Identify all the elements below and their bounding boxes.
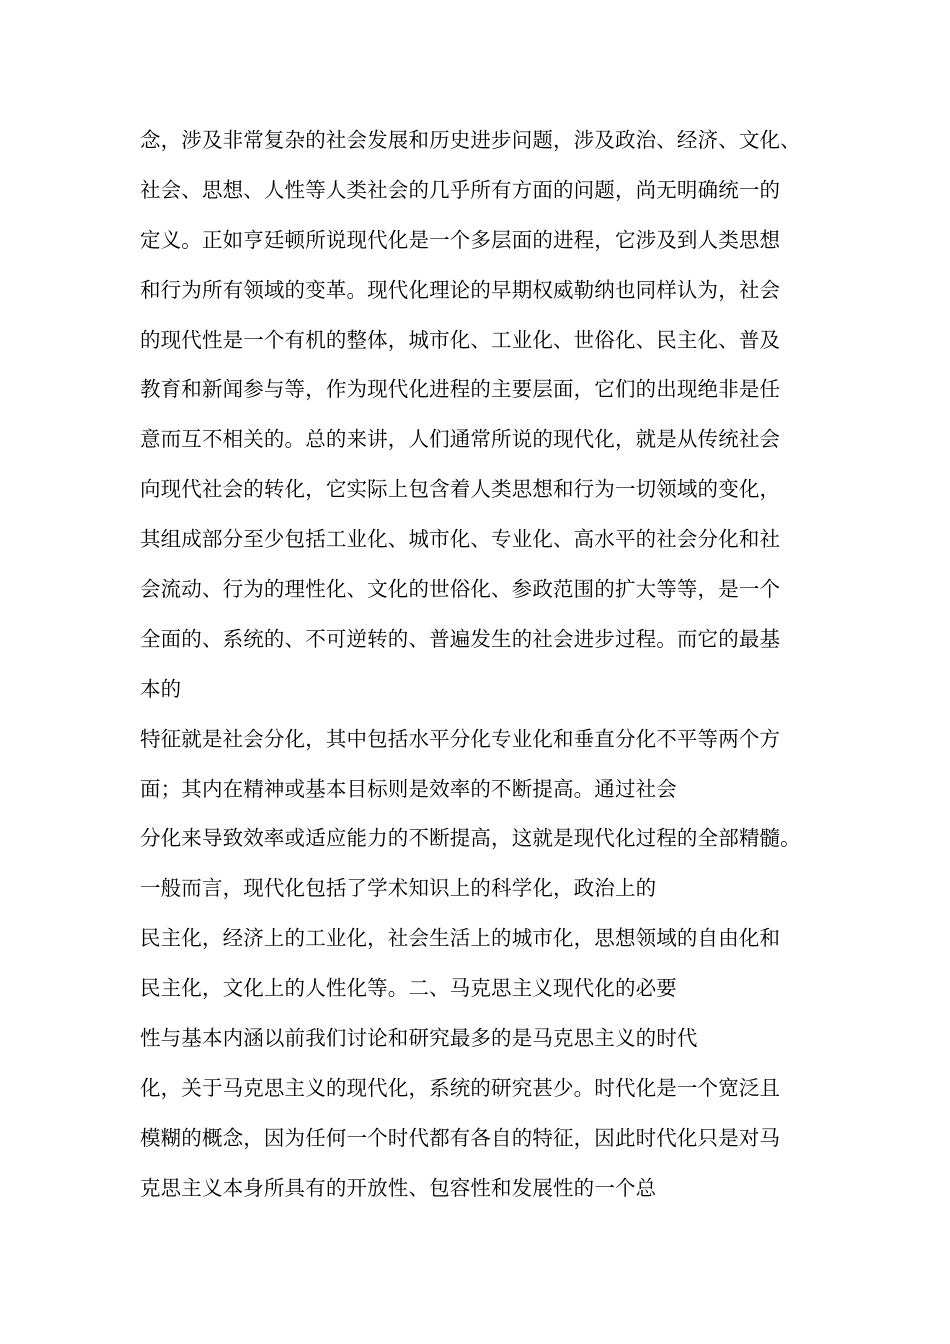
text-line: 模糊的概念，因为任何一个时代都有各自的特征，因此时代化只是对马	[140, 1125, 781, 1150]
text-line: 意而互不相关的。总的来讲，人们通常所说的现代化，就是从传统社会	[140, 427, 781, 452]
text-line: 特征就是社会分化，其中包括水平分化专业化和垂直分化不平等两个方	[140, 726, 781, 751]
text-line: 教育和新闻参与等，作为现代化进程的主要层面，它们的出现绝非是任	[140, 377, 781, 402]
text-line: 面；其内在精神或基本目标则是效率的不断提高。通过社会	[140, 776, 677, 801]
text-line: 全面的、系统的、不可逆转的、普遍发生的社会进步过程。而它的最基	[140, 626, 781, 651]
text-line: 其组成部分至少包括工业化、城市化、专业化、高水平的社会分化和社	[140, 527, 781, 552]
text-line: 民主化，经济上的工业化，社会生活上的城市化，思想领域的自由化和	[140, 926, 781, 951]
text-line: 社会、思想、人性等人类社会的几乎所有方面的问题，尚无明确统一的	[140, 177, 781, 202]
text-line: 性与基本内涵以前我们讨论和研究最多的是马克思主义的时代	[140, 1026, 698, 1051]
text-line: 向现代社会的转化，它实际上包含着人类思想和行为一切领域的变化，	[140, 477, 781, 502]
text-line: 本的	[140, 676, 182, 701]
text-line: 和行为所有领域的变革。现代化理论的早期权威勒纳也同样认为，社会	[140, 277, 781, 302]
text-line: 念，涉及非常复杂的社会发展和历史进步问题，涉及政治、经济、文化、	[140, 128, 801, 152]
text-line: 定义。正如亨廷顿所说现代化是一个多层面的进程，它涉及到人类思想	[140, 227, 781, 252]
text-line: 分化来导致效率或适应能力的不断提高，这就是现代化过程的全部精髓。	[140, 826, 801, 851]
text-line: 一般而言，现代化包括了学术知识上的科学化，政治上的	[140, 876, 657, 901]
text-line: 会流动、行为的理性化、文化的世俗化、参政范围的扩大等等，是一个	[140, 577, 781, 602]
text-line: 克思主义本身所具有的开放性、包容性和发展性的一个总	[140, 1175, 657, 1200]
text-line: 化，关于马克思主义的现代化，系统的研究甚少。时代化是一个宽泛且	[140, 1075, 781, 1100]
text-line: 的现代性是一个有机的整体，城市化、工业化、世俗化、民主化、普及	[140, 327, 781, 352]
body-text	[140, 121, 840, 1219]
text-line: 民主化，文化上的人性化等。二、马克思主义现代化的必要	[140, 976, 677, 1001]
